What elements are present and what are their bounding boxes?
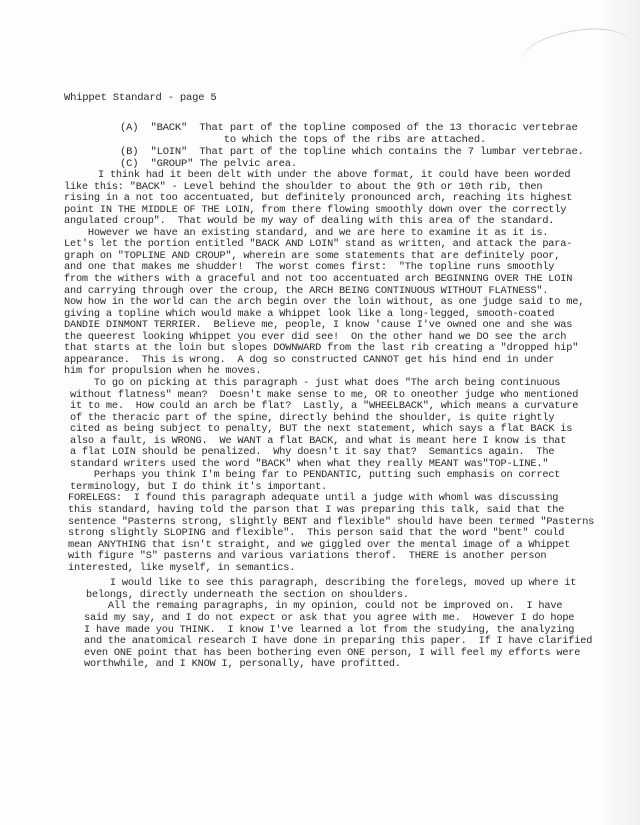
body-line: and the anatomical research I have done in preparing this paper. If I have clarified: [84, 635, 593, 647]
page-header: Whippet Standard - page 5: [64, 92, 217, 104]
body-line: that starts at the loin but slopes DOWNWARD from the last rib creating a "dropped hip": [64, 342, 579, 355]
body-line: mean ANYTHING that isn't straight, and we giggled over the mental image of a Whippet: [68, 538, 571, 551]
definition-back: (A) "BACK" That part of the topline composed of the 13 thoracic vertebrae: [120, 122, 578, 134]
body-line: Perhaps you think I'm being far to PENDANTIC, putting such emphasis on correct: [70, 469, 561, 482]
body-line: appearance. This is wrong. A dog so constructed CANNOT get his hind end in under: [64, 353, 555, 366]
body-line: worthwhile, and I KNOW I, personally, have profitted.: [84, 658, 401, 671]
scan-edge-shadow: [600, 0, 640, 825]
body-line: standard writers used the word "BACK" when what they really MEANT was"TOP-LINE.": [70, 457, 549, 470]
body-line: this standard, having told the parson that I was preparing this talk, said that the: [68, 504, 565, 516]
body-line: To go on picking at this paragraph - just what does "The arch being continuous: [70, 376, 561, 389]
definition-croup: (C) "GROUP" The pelvic area.: [120, 158, 297, 170]
body-line: point IN THE MIDDLE OF THE LOIN, from there flowing smoothly down over the correctly: [64, 203, 567, 216]
body-line: FORELEGS: I found this paragraph adequate until a judge with whoml was discussing: [68, 492, 559, 505]
body-line: it to me. How could an arch be flat? Lastly, a "WHEELBACK", which means a curvature: [70, 400, 579, 412]
body-line: However we have an existing standard, and we are here to examine it as it is.: [64, 226, 549, 239]
body-line: interested, like myself, in semantics.: [68, 561, 296, 574]
body-line: like this: "BACK" - Level behind the shoulder to about the 9th or 10th rib, then: [64, 180, 543, 193]
body-line: and carrying through over the croup, the ARCH BEING CONTINUOUS WITHOUT FLATNESS".: [64, 284, 549, 297]
body-line: terminology, but I do think it's important.: [70, 480, 328, 493]
body-line: angulated croup". That would be my way of dealing with this area of the standard.: [64, 215, 555, 228]
body-line: the queerest looking Whippet you ever did see! On the other hand we DO see the arch: [64, 330, 567, 343]
body-line: him for propulsion when he moves.: [64, 365, 262, 378]
body-line: belongs, directly underneath the section on shoulders.: [86, 588, 409, 601]
body-line: rising in a not too accentuated, but definitely pronounced arch, reaching its highest: [64, 192, 573, 205]
body-line: from the withers with a graceful and not too accentuated arch BEGINNING OVER THE LOIN: [64, 272, 573, 285]
definition-loin: (B) "LOIN" That part of the topline which contains the 7 lumbar vertebrae.: [120, 146, 584, 158]
body-line: cited as being subject to penalty, BUT the next statement, which says a flat BACK is: [70, 423, 573, 436]
body-line: with figure "S" pasterns and various variations therof. THERE is another person: [68, 550, 547, 563]
body-line: graph on "TOPLINE AND CROUP", wherein are some statements that are definitely poor,: [64, 249, 561, 262]
body-line: I think had it been delt with under the above format, it could have been worded: [98, 169, 571, 181]
body-line: sentence "Pasterns strong, slightly BENT and flexible" should have been termed "Pasterns: [68, 515, 595, 528]
body-line: I have made you THINK. I know I've learned a lot from the studying, the analyzing: [84, 623, 575, 636]
body-line: strong slightly SLOPING and flexible". This person said that the word "bent" could: [68, 527, 565, 539]
body-line: Let's let the portion entitled "BACK AND LOIN" stand as written, and attack the para-: [64, 238, 573, 251]
body-line: said my say, and I do not expect or ask that you agree with me. However I do hope: [84, 611, 575, 624]
body-line: without flatness" mean? Doesn't make sense to me, OR to oneother judge who mentioned: [70, 388, 579, 401]
body-line: a flat LOIN should be penalized. Why doesn't it say that? Semantics again. The: [70, 446, 555, 459]
body-line: and one that makes me shudder! The worst comes first: "The topline runs smoothly: [64, 261, 555, 274]
body-line: also a fault, is WRONG. We WANT a flat BACK, and what is meant here I know is that: [70, 434, 567, 447]
body-line: All the remaing paragraphs, in my opinion, could not be improved on. I have: [84, 600, 563, 613]
body-line: DANDIE DINMONT TERRIER. Believe me, people, I know 'cause I've owned one and she was: [64, 319, 573, 332]
body-line: even ONE point that has been bothering even ONE person, I will feel my efforts were: [84, 646, 581, 659]
body-line: giving a topline which would make a Whippet look like a long-legged, smooth-coated: [64, 307, 555, 320]
body-line: Now how in the world can the arch begin over the loin without, as one judge said to me,: [64, 296, 585, 309]
body-line: of the theracic part of the spine, directly behind the shoulder, is quite rightly: [70, 411, 555, 424]
definition-back-cont: to which the tops of the ribs are attached.: [120, 134, 487, 146]
body-line: I would like to see this paragraph, describing the forelegs, moved up where it: [86, 577, 577, 590]
